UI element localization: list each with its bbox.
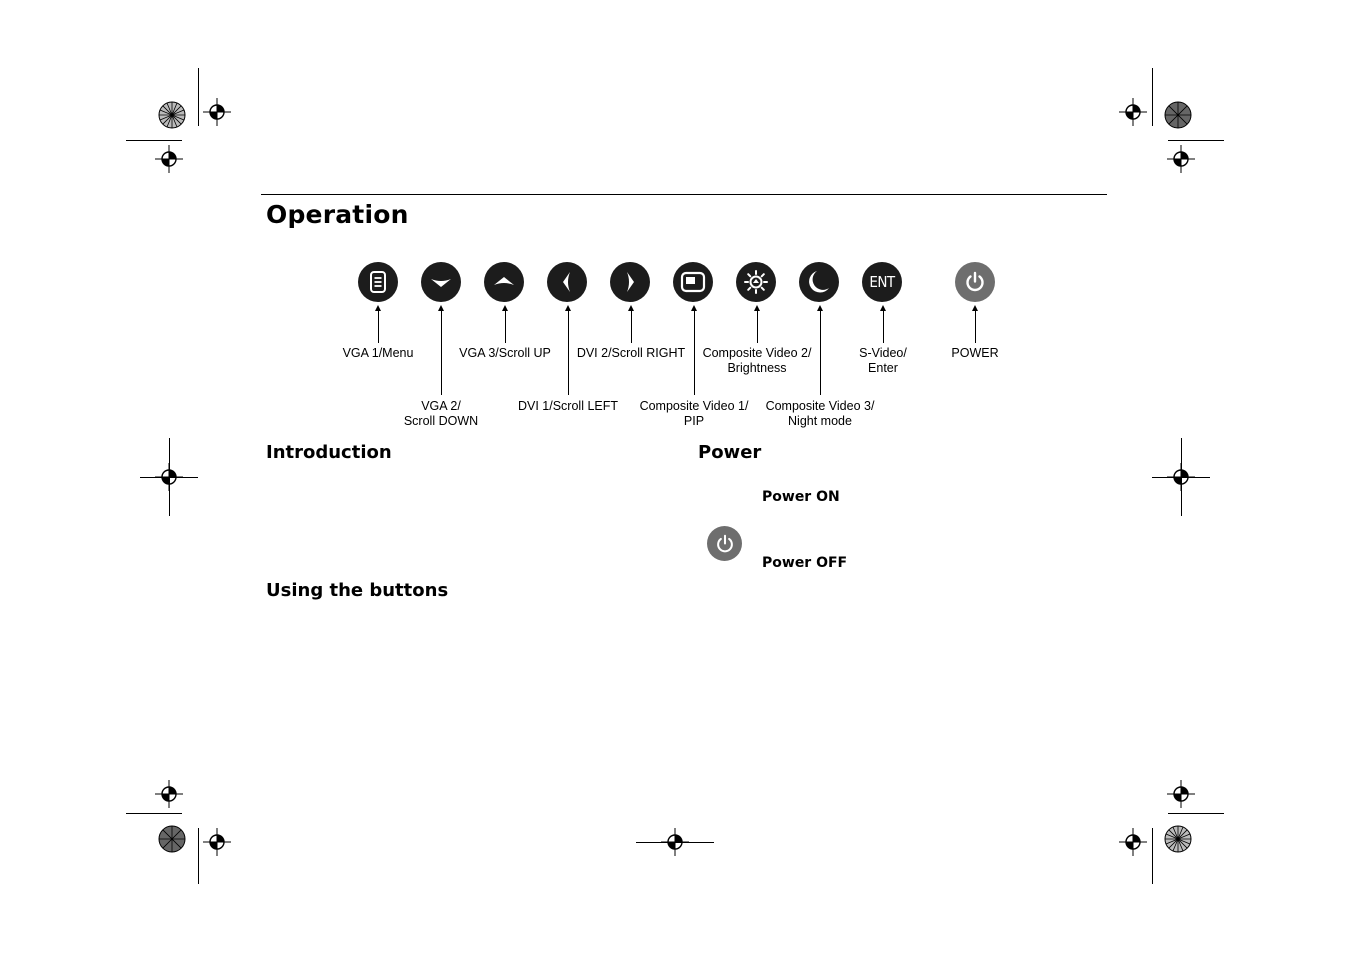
registration-target-icon bbox=[155, 780, 183, 808]
leader-line bbox=[975, 309, 976, 343]
page-title: Operation bbox=[266, 200, 409, 229]
chevron-right-icon bbox=[623, 270, 637, 294]
leader-line bbox=[631, 309, 632, 343]
power-icon bbox=[963, 270, 987, 294]
leader-line bbox=[757, 309, 758, 343]
composite-video3-night-mode-button[interactable] bbox=[799, 262, 839, 302]
button-label: Composite Video 1/ PIP bbox=[639, 399, 749, 428]
registration-target-icon bbox=[1119, 98, 1147, 126]
button-label: VGA 3/Scroll UP bbox=[459, 346, 551, 360]
brightness-icon bbox=[743, 269, 769, 295]
button-label: POWER bbox=[951, 346, 999, 360]
power-off-button-illustration bbox=[707, 526, 742, 561]
introduction-heading: Introduction bbox=[266, 442, 392, 463]
dvi1-scroll-left-button[interactable] bbox=[547, 262, 587, 302]
vga2-scroll-down-button[interactable] bbox=[421, 262, 461, 302]
s-video-enter-button[interactable] bbox=[862, 262, 902, 302]
registration-target-icon bbox=[155, 145, 183, 173]
power-on-heading: Power ON bbox=[762, 489, 840, 505]
chevron-up-icon bbox=[492, 275, 516, 289]
registration-target-icon bbox=[203, 828, 231, 856]
leader-line bbox=[378, 309, 379, 343]
button-label: DVI 1/Scroll LEFT bbox=[517, 399, 619, 413]
composite-video2-brightness-button[interactable] bbox=[736, 262, 776, 302]
enter-icon: ENT bbox=[869, 273, 895, 291]
chevron-left-icon bbox=[560, 270, 574, 294]
pip-icon bbox=[680, 271, 706, 293]
vga1-menu-button[interactable] bbox=[358, 262, 398, 302]
leader-line bbox=[441, 309, 442, 395]
chevron-down-icon bbox=[429, 275, 453, 289]
button-label: VGA 1/Menu bbox=[342, 346, 414, 360]
moon-icon bbox=[807, 269, 831, 295]
starburst-target-icon bbox=[1164, 825, 1192, 853]
button-label: Composite Video 3/ Night mode bbox=[765, 399, 875, 428]
registration-target-icon bbox=[1167, 145, 1195, 173]
starburst-target-icon bbox=[1164, 101, 1192, 129]
registration-target-icon bbox=[1167, 780, 1195, 808]
power-off-heading: Power OFF bbox=[762, 555, 848, 571]
menu-icon bbox=[367, 270, 389, 294]
leader-line bbox=[820, 309, 821, 395]
vga3-scroll-up-button[interactable] bbox=[484, 262, 524, 302]
dvi2-scroll-right-button[interactable] bbox=[610, 262, 650, 302]
header-rule bbox=[261, 194, 1107, 195]
leader-line bbox=[883, 309, 884, 343]
power-heading: Power bbox=[698, 442, 762, 463]
registration-target-icon bbox=[1119, 828, 1147, 856]
button-label: VGA 2/ Scroll DOWN bbox=[403, 399, 479, 428]
power-button[interactable] bbox=[955, 262, 995, 302]
starburst-target-icon bbox=[158, 101, 186, 129]
button-label: S-Video/ Enter bbox=[859, 346, 907, 375]
power-icon bbox=[714, 533, 736, 555]
button-label: Composite Video 2/ Brightness bbox=[702, 346, 812, 375]
composite-video1-pip-button[interactable] bbox=[673, 262, 713, 302]
leader-line bbox=[505, 309, 506, 343]
using-buttons-heading: Using the buttons bbox=[266, 580, 449, 601]
leader-line bbox=[568, 309, 569, 395]
starburst-target-icon bbox=[158, 825, 186, 853]
leader-line bbox=[694, 309, 695, 395]
registration-target-icon bbox=[203, 98, 231, 126]
button-label: DVI 2/Scroll RIGHT bbox=[576, 346, 686, 360]
